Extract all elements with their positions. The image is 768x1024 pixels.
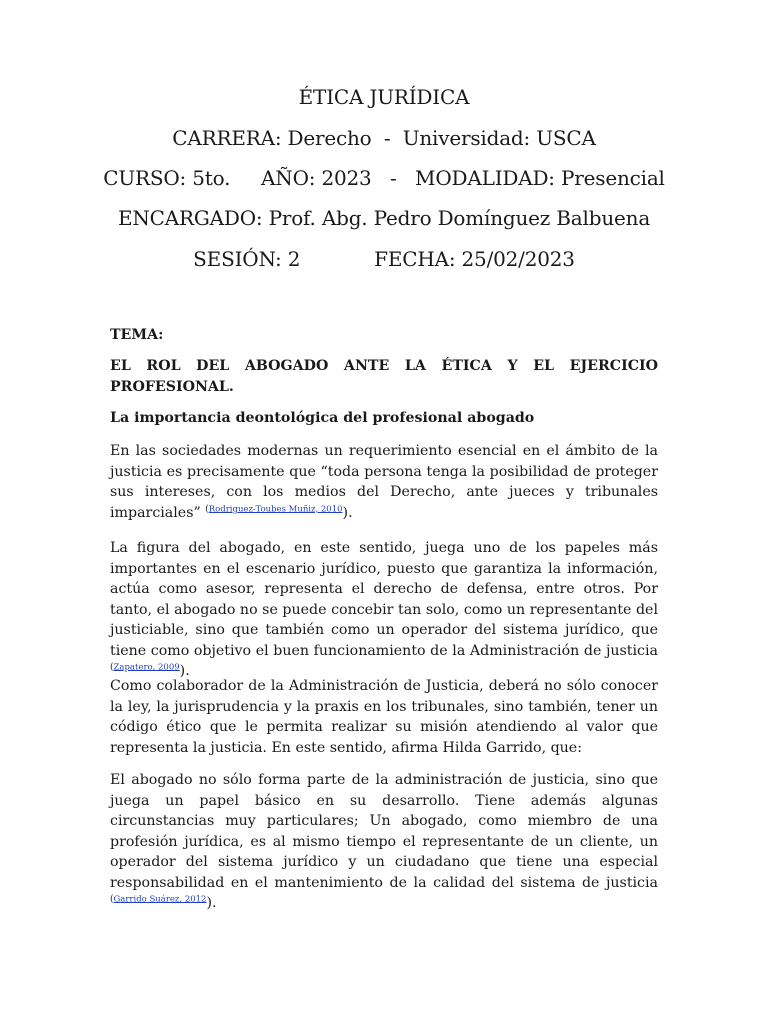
career-line: CARRERA: Derecho - Universidad: USCA (172, 126, 596, 150)
course-line: CURSO: 5to. AÑO: 2023 - MODALIDAD: Presencial (103, 166, 665, 190)
paragraph-1-text: En las sociedades modernas un requerimiento esencial en el ámbito de la justicia es precisamente que “toda persona tenga la posibilidad de proteger sus intereses, con los medios del Derecho, ante jueces y tribunales imparciales” (110, 443, 658, 521)
document-title: ÉTICA JURÍDICA (298, 85, 470, 109)
citation-link[interactable]: Zapatero, 2009 (113, 662, 180, 673)
paragraph-1-tail: ). (342, 504, 353, 521)
paragraph-3-text: Como colaborador de la Administración de Justicia, deberá no sólo conocer la ley, la jurisprudencia y la praxis en los tribunales, sino también, tener un código ético que le permita realizar su misión atendiendo al valor que representa la justicia. En este sentido, afirma Hilda Garrido, que: (110, 678, 658, 756)
instructor-line: ENCARGADO: Prof. Abg. Pedro Domínguez Balbuena (117, 206, 651, 230)
paragraph-1: En las sociedades modernas un requerimiento esencial en el ámbito de la justicia es precisamente que “toda persona tenga la posibilidad de proteger sus intereses, con los medios del Derecho, ante jueces y tribunales imparciales” $^{(Rodriguez-Toubes Muñiz, 2010}$). (110, 443, 658, 521)
citation-link[interactable]: Garrido Suárez, 2012 (113, 894, 207, 905)
tema-label: TEMA: (110, 327, 164, 343)
paragraph-4-text: El abogado no sólo forma parte de la administración de justicia, sino que juega un papel básico en su desarrollo. Tiene además algunas circunstancias muy particulares; Un abogado, como miembro de una profesión jurídica, es al mismo tiempo el representante de un cliente, un operador del sistema jurídico y un ciudadano que tiene una especial responsabilidad en el mantenimiento de la calidad del sistema de justicia (110, 772, 658, 891)
section-subheading: La importancia deontológica del profesional abogado (110, 410, 535, 426)
session-line: SESIÓN: 2 FECHA: 25/02/2023 (193, 247, 575, 271)
paragraph-2: La figura del abogado, en este sentido, juega uno de los papeles más importantes en el escenario jurídico, puesto que garantiza la información, actúa como asesor, representa el derecho de defensa, entre otros. Por tanto, el abogado no se puede concebir tan solo, como un representante del justiciable, sino que también como un operador del sistema jurídico, que tiene como objetivo el buen funcionamiento de la Administración de justicia $^{(Zapatero, 2009}$). (110, 540, 658, 679)
paragraph-4: El abogado no sólo forma parte de la administración de justicia, sino que juega un papel básico en su desarrollo. Tiene además algunas circunstancias muy particulares; Un abogado, como miembro de una profesión jurídica, es al mismo tiempo el representante de un cliente, un operador del sistema jurídico y un ciudadano que tiene una especial responsabilidad en el mantenimiento de la calidad del sistema de justicia $^{(Garrido Suárez, 2012}$). (110, 772, 658, 911)
citation-link[interactable]: Rodriguez-Toubes Muñiz, 2010 (208, 503, 343, 514)
paragraph-3 (110, 676, 658, 758)
paragraph-2-text: La figura del abogado, en este sentido, juega uno de los papeles más importantes en el escenario jurídico, puesto que garantiza la información, actúa como asesor, representa el derecho de defensa, entre otros. Por tanto, el abogado no se puede concebir tan solo, como un representante del justiciable, sino que también como un operador del sistema jurídico, que tiene como objetivo el buen funcionamiento de la Administración de justicia (110, 540, 658, 659)
topic-heading: EL ROL DEL ABOGADO ANTE LA ÉTICA Y EL EJERCICIO PROFESIONAL. (110, 358, 658, 395)
paragraph-4-tail: ). (206, 895, 217, 911)
paragraph-2-tail: ). (179, 663, 190, 679)
